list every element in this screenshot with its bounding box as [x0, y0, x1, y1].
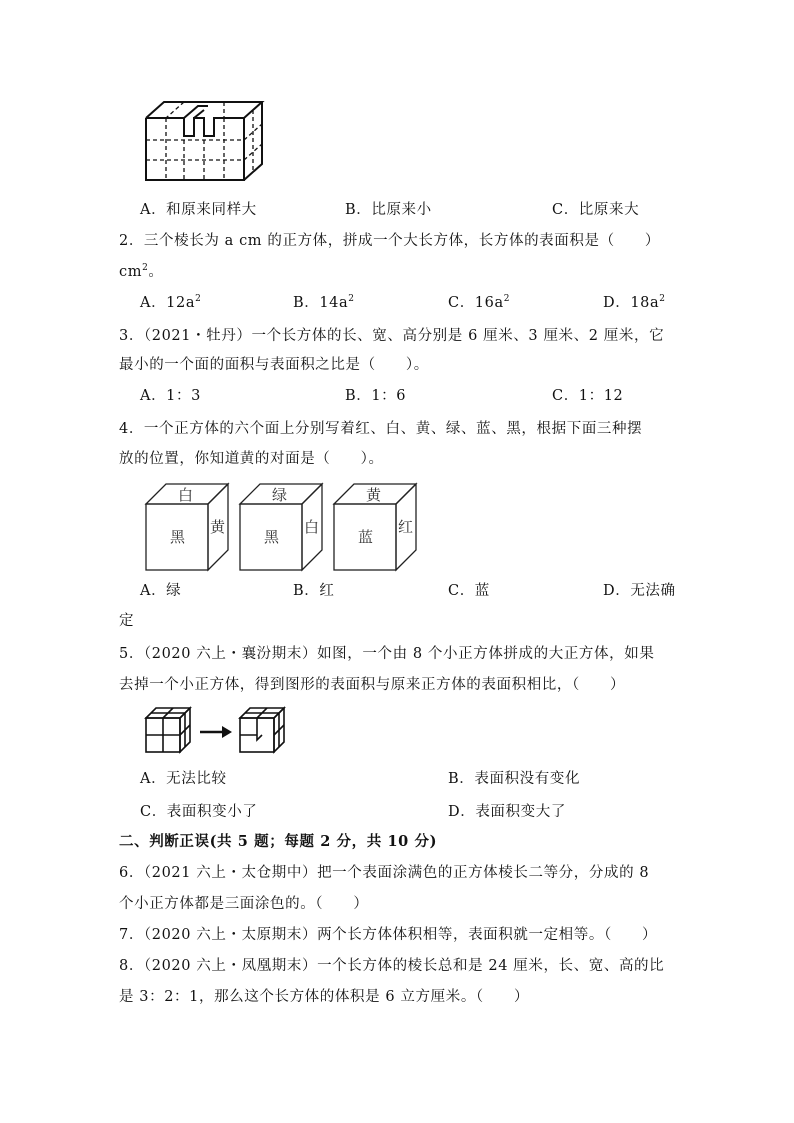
q8-question-line1: 8．（2020 六上・凤凰期末）一个长方体的棱长总和是 24 厘米，长、宽、高的比	[119, 958, 665, 974]
q3-question-line2: 最小的一个面的面积与表面积之比是（ ）。	[119, 357, 429, 373]
q1-option-b[interactable]: B．比原来小	[345, 202, 432, 218]
q4-option-b[interactable]: B．红	[293, 583, 335, 599]
q4-question-line1: 4．一个正方体的六个面上分别写着红、白、黄、绿、蓝、黑，根据下面三种摆	[119, 421, 643, 437]
q3-option-a[interactable]: A．1：3	[140, 388, 201, 404]
q3-question-line1: 3．（2021・牡丹）一个长方体的长、宽、高分别是 6 厘米、3 厘米、2 厘米，它	[119, 328, 665, 344]
q4-question-line2: 放的位置，你知道黄的对面是（ ）。	[119, 451, 384, 467]
q2-option-c[interactable]: C．$16a^2$	[448, 294, 511, 311]
q5-option-d[interactable]: D．表面积变大了	[448, 804, 566, 820]
cube1-top-label: 白	[178, 486, 194, 504]
section-heading: 二、判断正误(共 5 题；每题 2 分，共 10 分)	[119, 833, 438, 850]
cube1-side-label: 黄	[210, 518, 226, 536]
q4-option-d[interactable]: D．无法确	[603, 583, 676, 599]
q3-option-c[interactable]: C．1：12	[552, 388, 624, 404]
q2-option-a[interactable]: A．$12a^2$	[140, 294, 202, 311]
q5-option-b[interactable]: B．表面积没有变化	[448, 771, 581, 787]
cube3-front-label: 蓝	[358, 528, 374, 546]
q1-option-a[interactable]: A．和原来同样大	[140, 202, 257, 218]
q2-option-b[interactable]: B．$14a^2$	[293, 294, 355, 311]
q4-option-a[interactable]: A．绿	[140, 583, 182, 599]
q2-unit: $cm^2$。	[119, 263, 164, 280]
arrow-icon	[222, 726, 232, 738]
cube2-front-label: 黑	[264, 528, 280, 546]
q5-option-c[interactable]: C．表面积变小了	[140, 804, 258, 820]
q4-option-d-wrap: 定	[119, 613, 135, 629]
q5-question-line1: 5．（2020 六上・襄汾期末）如图，一个由 8 个小正方体拼成的大正方体，如果	[119, 646, 655, 662]
cube3-side-label: 红	[398, 518, 414, 536]
q8-question-line2: 是 3：2：1，那么这个长方体的体积是 6 立方厘米。（ ）	[119, 989, 530, 1005]
q4-cubes-figure	[144, 482, 454, 572]
q2-option-d[interactable]: D．$18a^2$	[603, 294, 666, 311]
q3-option-b[interactable]: B．1：6	[345, 388, 407, 404]
q5-cube-figure	[144, 706, 294, 754]
q1-notched-box-figure	[140, 98, 280, 186]
q4-option-c[interactable]: C．蓝	[448, 583, 490, 599]
q1-option-c[interactable]: C．比原来大	[552, 202, 640, 218]
cube1-front-label: 黑	[170, 528, 186, 546]
q6-question-line1: 6．（2021 六上・太仓期中）把一个表面涂满色的正方体棱长二等分，分成的 8	[119, 865, 650, 881]
q5-option-a[interactable]: A．无法比较	[140, 771, 227, 787]
cube2-side-label: 白	[304, 518, 320, 536]
cube2-top-label: 绿	[272, 486, 288, 504]
q6-question-line2: 个小正方体都是三面涂色的。（ ）	[119, 896, 369, 912]
q7-question: 7．（2020 六上・太原期末）两个长方体体积相等，表面积就一定相等。（ ）	[119, 927, 658, 943]
cube3-top-label: 黄	[366, 486, 382, 504]
q5-question-line2: 去掉一个小正方体，得到图形的表面积与原来正方体的表面积相比，（ ）	[119, 677, 626, 693]
q2-question: 2．三个棱长为 a cm 的正方体，拼成一个大长方体，长方体的表面积是（ ）	[119, 233, 660, 249]
